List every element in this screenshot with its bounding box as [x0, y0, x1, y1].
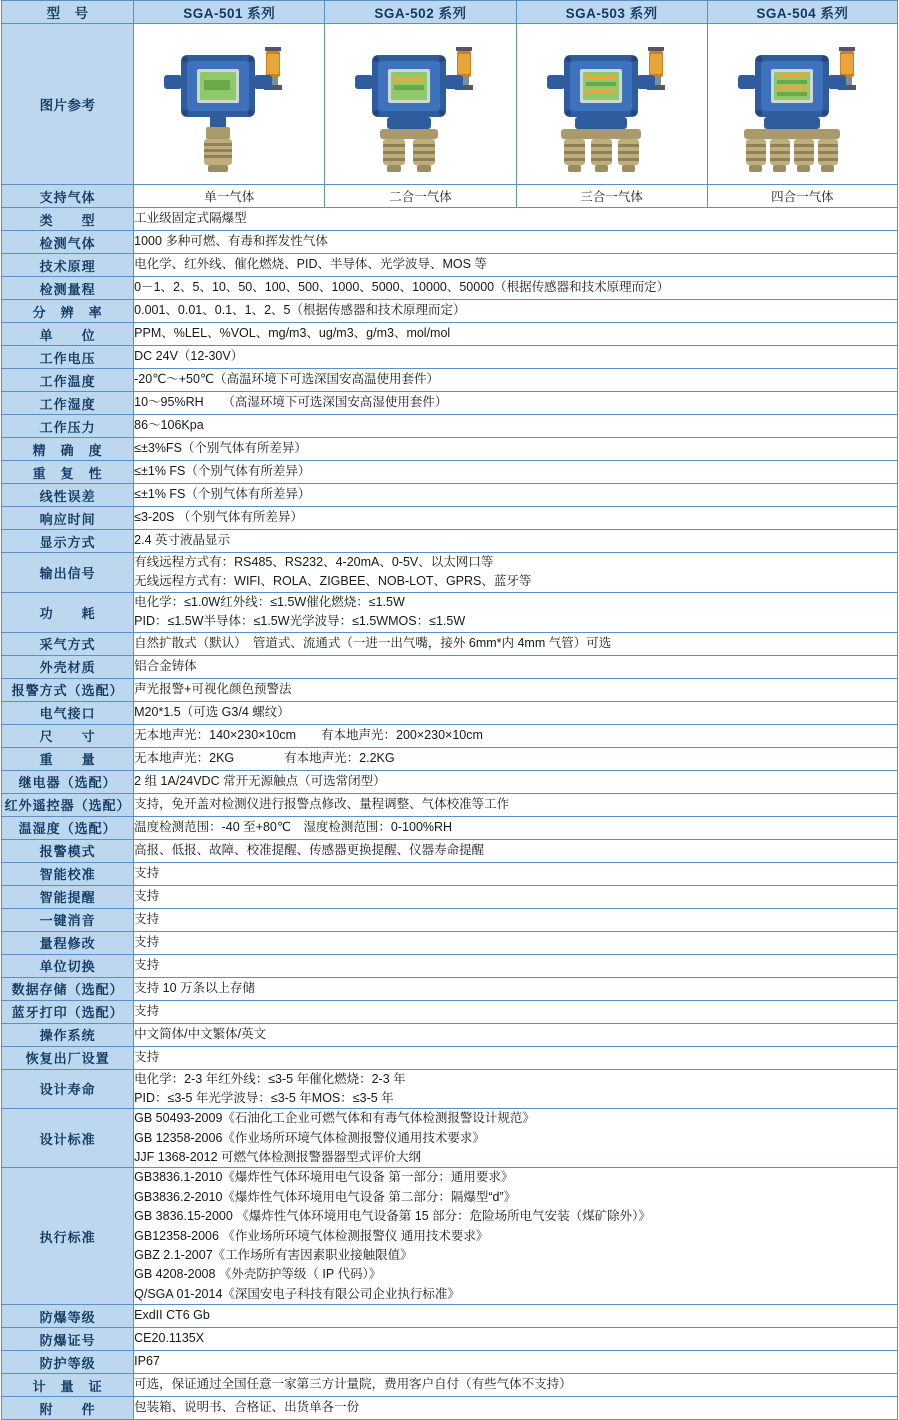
table-row: [2, 507, 898, 530]
row-value: 无本地声光：140×230×10cm 有本地声光：200×230×10cm: [134, 724, 898, 747]
table-row: [2, 208, 898, 231]
table-row: [2, 862, 898, 885]
table-row: [2, 839, 898, 862]
row-label: 分 辨 率: [2, 300, 134, 323]
table-row-power: [2, 592, 898, 632]
row-value: DC 24V（12-30V）: [134, 346, 898, 369]
row-value: 中文简体/中文繁体/英文: [134, 1023, 898, 1046]
product-image-504: [707, 24, 897, 185]
row-value: 1000 多种可燃、有毒和挥发性气体: [134, 231, 898, 254]
table-row: [2, 392, 898, 415]
row-value: 自然扩散式（默认） 管道式、流通式（一进一出气嘴，接外 6mm*内 4mm 气管）可选: [134, 632, 898, 655]
table-row: [2, 701, 898, 724]
output-signal-wireless: 无线远程方式有：WIFI、ROLA、ZIGBEE、NOB-LOT、GPRS、蓝牙等: [134, 574, 532, 589]
row-label: 工作温度: [2, 369, 134, 392]
row-value: -20℃～+50℃（高温环境下可选深国安高温使用套件）: [134, 369, 898, 392]
row-value: CE20.1135X: [134, 1328, 898, 1351]
row-label: 单位切换: [2, 954, 134, 977]
row-value: PPM、%LEL、%VOL、mg/m3、ug/m3、g/m3、mol/mol: [134, 323, 898, 346]
exec-standard-line: GB 4208-2008 《外壳防护等级（ IP 代码）》: [134, 1267, 382, 1282]
table-row: [2, 770, 898, 793]
row-label: 继电器（选配）: [2, 770, 134, 793]
row-value: ≤3-20S （个别气体有所差异）: [134, 507, 898, 530]
row-label: 重 复 性: [2, 461, 134, 484]
row-label: 计 量 证: [2, 1374, 134, 1397]
table-row: [2, 747, 898, 770]
row-label: 数据存储（选配）: [2, 977, 134, 1000]
row-label: 尺 寸: [2, 724, 134, 747]
row-label: 工作压力: [2, 415, 134, 438]
output-signal-label: 输出信号: [2, 553, 134, 593]
row-label: 附 件: [2, 1397, 134, 1420]
row-label: 响应时间: [2, 507, 134, 530]
power-label: 功 耗: [2, 592, 134, 632]
power-semiconductor: 半导体：≤1.5W: [203, 614, 290, 629]
row-value: 支持: [134, 862, 898, 885]
design-standard-line: JJF 1368-2012 可燃气体检测报警器器型式评价大纲: [134, 1150, 422, 1164]
table-row: [2, 632, 898, 655]
row-label: 线性误差: [2, 484, 134, 507]
row-label: 报警方式（选配）: [2, 678, 134, 701]
lifetime-catalytic: 催化燃烧：2-3 年: [309, 1071, 406, 1086]
row-label: 报警模式: [2, 839, 134, 862]
row-value: 无本地声光：2KG 有本地声光：2.2KG: [134, 747, 898, 770]
row-value: ≤±1% FS（个别气体有所差异）: [134, 461, 898, 484]
row-value: ExdII CT6 Gb: [134, 1305, 898, 1328]
row-value: 温度检测范围：-40 至+80℃ 湿度检测范围：0-100%RH: [134, 816, 898, 839]
lifetime-pid: PID：≤3-5 年: [134, 1090, 209, 1105]
table-row-output-signal: [2, 553, 898, 593]
design-standard-value: [134, 1109, 898, 1168]
row-value: 10～95%RH （高湿环境下可选深国安高湿使用套件）: [134, 392, 898, 415]
gas-support-501: 单一气体: [134, 185, 325, 208]
row-label: 工作湿度: [2, 392, 134, 415]
row-value: 声光报警+可视化颜色预警法: [134, 678, 898, 701]
table-row: [2, 346, 898, 369]
row-label: 单 位: [2, 323, 134, 346]
row-label: 红外遥控器（选配）: [2, 793, 134, 816]
row-value: IP67: [134, 1351, 898, 1374]
table-row: [2, 1000, 898, 1023]
table-row: [2, 1023, 898, 1046]
exec-standard-line: GB3836.1-2010《爆炸性气体环境用电气设备 第一部分：通用要求》: [134, 1170, 514, 1185]
table-row: [2, 1374, 898, 1397]
table-row: [2, 885, 898, 908]
row-value: 铝合金铸体: [134, 655, 898, 678]
design-standard-label: 设计标准: [2, 1109, 134, 1168]
table-row: [2, 816, 898, 839]
row-label: 蓝牙打印（选配）: [2, 1000, 134, 1023]
row-label: 重 量: [2, 747, 134, 770]
power-optical: 光学波导：≤1.5W: [289, 614, 389, 629]
table-row: [2, 231, 898, 254]
table-row: [2, 724, 898, 747]
row-value: 支持: [134, 1000, 898, 1023]
table-row: [2, 277, 898, 300]
table-row: [2, 254, 898, 277]
row-label: 电气接口: [2, 701, 134, 724]
lifetime-electrochemical: 电化学：2-3 年: [134, 1071, 219, 1086]
table-row: [2, 1305, 898, 1328]
lifetime-value: [134, 1069, 898, 1109]
table-row: [2, 678, 898, 701]
product-image-502: [325, 24, 516, 185]
model-501: SGA-501 系列: [134, 1, 325, 24]
row-label: 防护等级: [2, 1351, 134, 1374]
power-pid: PID：≤1.5W: [134, 614, 204, 629]
exec-standard-value: [134, 1168, 898, 1305]
exec-standard-line: GB3836.2-2010《爆炸性气体环境用电气设备 第二部分：隔爆型“d”》: [134, 1189, 517, 1204]
power-mos: MOS：≤1.5W: [388, 614, 466, 629]
model-502: SGA-502 系列: [325, 1, 516, 24]
row-value: 包装箱、说明书、合格证、出货单各一份: [134, 1397, 898, 1420]
specification-table: [1, 0, 898, 1420]
table-row: [2, 300, 898, 323]
row-label: 操作系统: [2, 1023, 134, 1046]
row-label: 防爆等级: [2, 1305, 134, 1328]
row-label: 防爆证号: [2, 1328, 134, 1351]
row-label: 类 型: [2, 208, 134, 231]
row-value: 支持: [134, 954, 898, 977]
product-image-501: [134, 24, 325, 185]
table-row: [2, 1328, 898, 1351]
product-image-503: [516, 24, 707, 185]
table-row: [2, 530, 898, 553]
gas-support-503: 三合一气体: [516, 185, 707, 208]
row-value: 支持: [134, 1046, 898, 1069]
row-value: 0－1、2、5、10、50、100、500、1000、5000、10000、50000（根据传感器和技术原理而定）: [134, 277, 898, 300]
power-infrared: 红外线：≤1.5W: [220, 594, 307, 609]
table-row: [2, 655, 898, 678]
table-row: [2, 461, 898, 484]
table-row-exec-standard: [2, 1168, 898, 1305]
row-label: 智能提醒: [2, 885, 134, 908]
lifetime-mos: MOS：≤3-5 年: [311, 1090, 394, 1105]
lifetime-label: 设计寿命: [2, 1069, 134, 1109]
row-value: 高报、低报、故障、校准提醒、传感器更换提醒、仪器寿命提醒: [134, 839, 898, 862]
row-value: 可选，保证通过全国任意一家第三方计量院，费用客户自付（有些气体不支持）: [134, 1374, 898, 1397]
row-label: 智能校准: [2, 862, 134, 885]
table-row: [2, 793, 898, 816]
table-row: [2, 323, 898, 346]
table-row-gas-support: [2, 185, 898, 208]
gas-support-label: 支持气体: [2, 185, 134, 208]
power-catalytic: 催化燃烧：≤1.5W: [306, 594, 405, 609]
row-label: 精 确 度: [2, 438, 134, 461]
row-value: ≤±1% FS（个别气体有所差异）: [134, 484, 898, 507]
power-electrochemical: 电化学：≤1.0W: [134, 594, 221, 609]
power-value: [134, 592, 898, 632]
row-value: 支持: [134, 908, 898, 931]
row-value: 电化学、红外线、催化燃烧、PID、半导体、光学波导、MOS 等: [134, 254, 898, 277]
table-row-lifetime: [2, 1069, 898, 1109]
gas-support-502: 二合一气体: [325, 185, 516, 208]
table-row: [2, 415, 898, 438]
table-row-images: [2, 24, 898, 185]
gas-support-504: 四合一气体: [707, 185, 897, 208]
row-value: 2.4 英寸液晶显示: [134, 530, 898, 553]
table-row: [2, 1046, 898, 1069]
row-value: 2 组 1A/24VDC 常开无源触点（可选常闭型）: [134, 770, 898, 793]
model-503: SGA-503 系列: [516, 1, 707, 24]
row-label: 温湿度（选配）: [2, 816, 134, 839]
table-row-model: [2, 1, 898, 24]
table-row: [2, 369, 898, 392]
table-row: [2, 484, 898, 507]
table-row: [2, 977, 898, 1000]
exec-standard-line: Q/SGA 01-2014《深国安电子科技有限公司企业执行标准》: [134, 1286, 460, 1301]
row-label: 检测量程: [2, 277, 134, 300]
exec-standard-line: GB12358-2006 《作业场所环境气体检测报警仪 通用技术要求》: [134, 1228, 489, 1243]
row-value: 支持: [134, 885, 898, 908]
row-label: 工作电压: [2, 346, 134, 369]
row-value: 86～106Kpa: [134, 415, 898, 438]
row-label: 采气方式: [2, 632, 134, 655]
output-signal-wired: 有线远程方式有：RS485、RS232、4-20mA、0-5V、以太网口等: [134, 555, 494, 569]
lifetime-optical: 光学波导：≤3-5 年: [208, 1090, 312, 1105]
row-value: 支持: [134, 931, 898, 954]
design-standard-line: GB 50493-2009《石油化工企业可燃气体和有毒气体检测报警设计规范》: [134, 1111, 535, 1126]
row-value: 支持，免开盖对检测仪进行报警点修改、量程调整、气体校准等工作: [134, 793, 898, 816]
table-row-design-standard: [2, 1109, 898, 1168]
row-value: 支持 10 万条以上存储: [134, 977, 898, 1000]
design-standard-line: GB 12358-2006《作业场所环境气体检测报警仪通用技术要求》: [134, 1130, 485, 1145]
row-value: ≤±3%FS（个别气体有所差异）: [134, 438, 898, 461]
row-label: 显示方式: [2, 530, 134, 553]
row-value: M20*1.5（可选 G3/4 螺纹）: [134, 701, 898, 724]
row-label: 外壳材质: [2, 655, 134, 678]
table-row: [2, 438, 898, 461]
exec-standard-label: 执行标准: [2, 1168, 134, 1305]
output-signal-value: [134, 553, 898, 593]
model-504: SGA-504 系列: [707, 1, 897, 24]
row-label: 一键消音: [2, 908, 134, 931]
table-row: [2, 954, 898, 977]
row-value: 0.001、0.01、0.1、1、2、5（根据传感器和技术原理而定）: [134, 300, 898, 323]
table-row: [2, 931, 898, 954]
table-row: [2, 1351, 898, 1374]
exec-standard-line: GB 3836.15-2000 《爆炸性气体环境用电气设备第 15 部分：危险场所电气安装（煤矿除外）》: [134, 1209, 651, 1224]
model-label: 型 号: [2, 1, 134, 24]
row-label: 量程修改: [2, 931, 134, 954]
row-label: 恢复出厂设置: [2, 1046, 134, 1069]
row-label: 技术原理: [2, 254, 134, 277]
table-row: [2, 1397, 898, 1420]
exec-standard-line: GBZ 2.1-2007《工作场所有害因素职业接触限值》: [134, 1247, 413, 1262]
image-reference-label: 图片参考: [2, 24, 134, 185]
row-value: 工业级固定式隔爆型: [134, 208, 898, 231]
row-label: 检测气体: [2, 231, 134, 254]
lifetime-infrared: 红外线：≤3-5 年: [218, 1071, 310, 1086]
table-row: [2, 908, 898, 931]
